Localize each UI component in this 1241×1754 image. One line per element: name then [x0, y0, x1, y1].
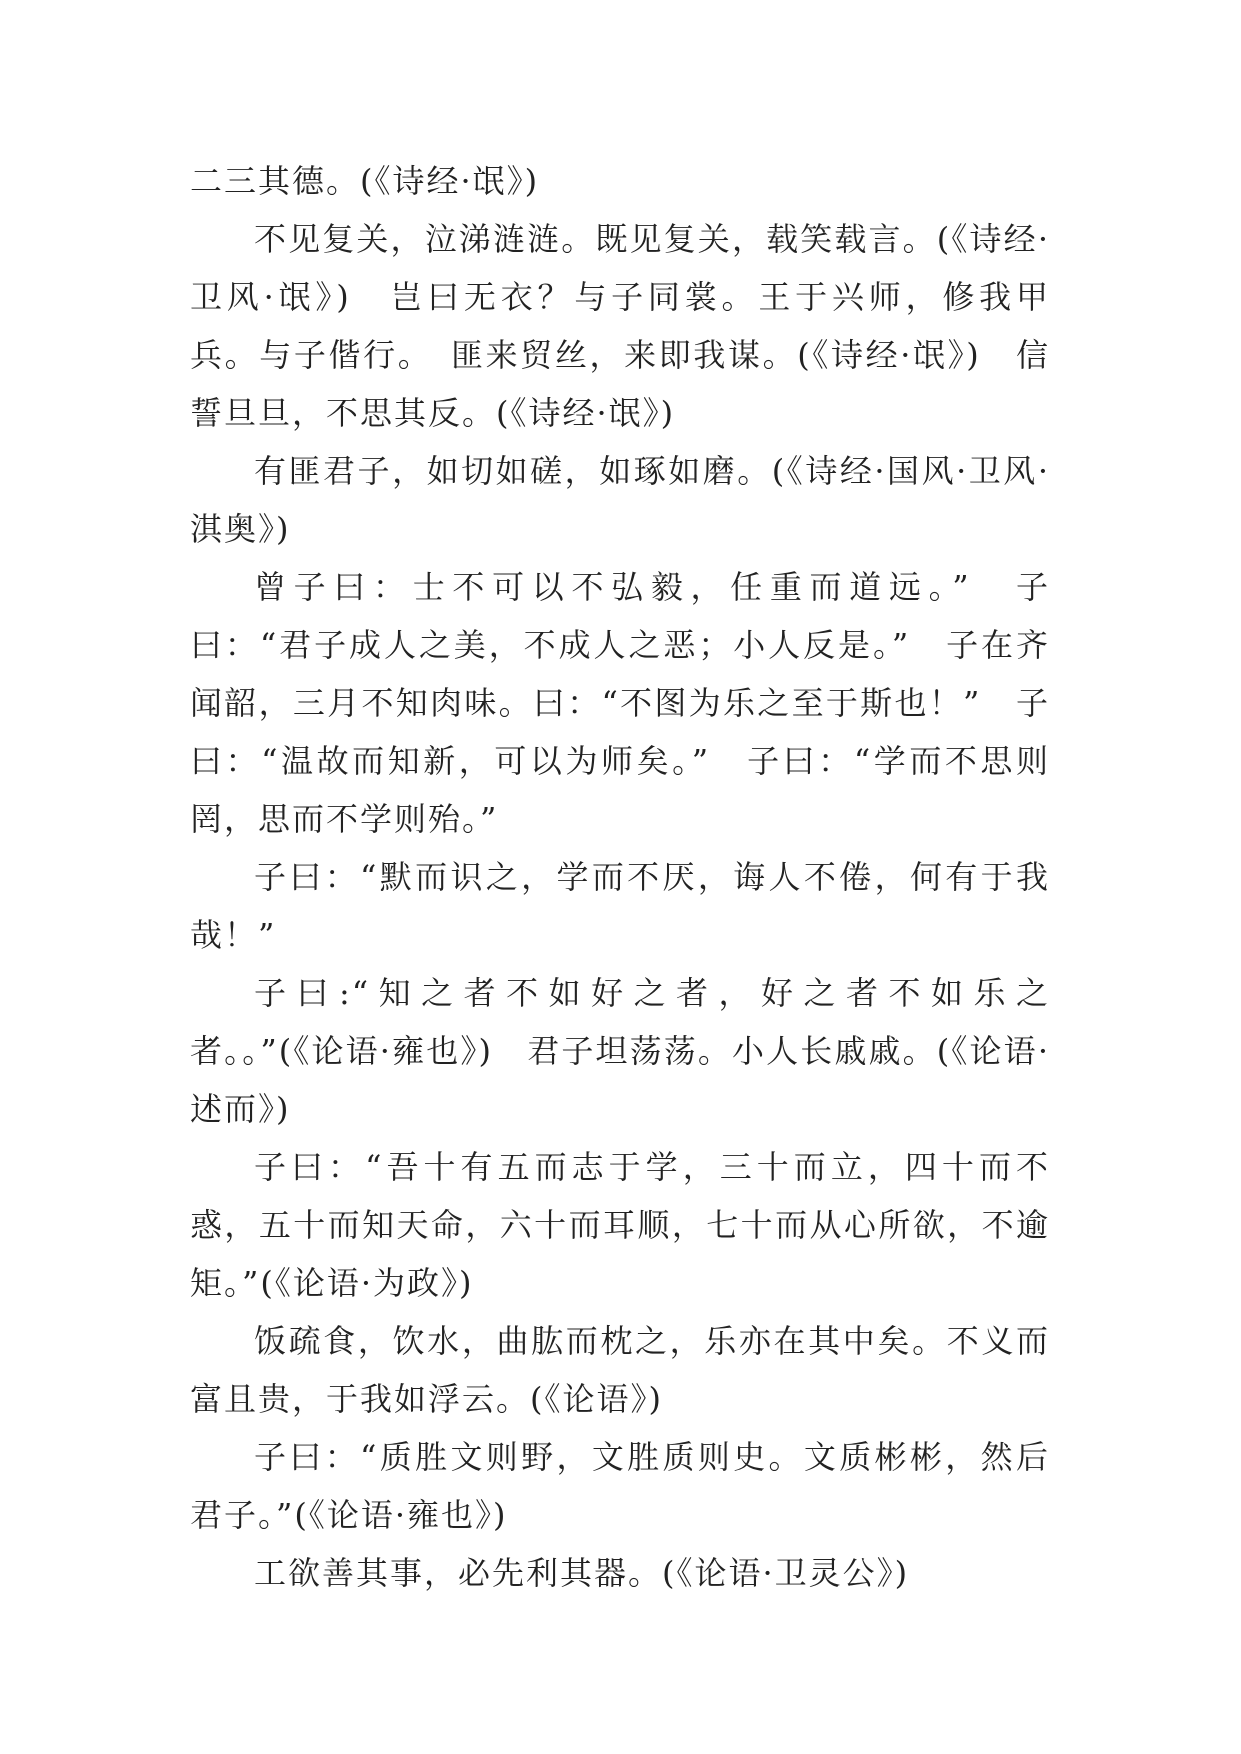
paragraph-7: 子曰：“吾十有五而志于学，三十而立，四十而不惑，五十而知天命，六十而耳顺，七十而从心所欲，不逾矩。”(《论语·为政》) [190, 1148, 1050, 1302]
paragraph-8: 饭疏食，饮水，曲肱而枕之，乐亦在其中矣。不义而富且贵，于我如浮云。(《论语》) [190, 1322, 1050, 1418]
paragraph-10: 工欲善其事，必先利其器。(《论语·卫灵公》) [254, 1554, 910, 1592]
paragraph-9: 子曰：“质胜文则野，文胜质则史。文质彬彬，然后君子。”(《论语·雍也》) [190, 1438, 1050, 1534]
paragraph-3: 有匪君子，如切如磋，如琢如磨。(《诗经·国风·卫风·淇奥》) [190, 452, 1050, 548]
paragraph-2: 不见复关，泣涕涟涟。既见复关，载笑载言。(《诗经·卫风·氓》) 岂曰无衣？与子同裳。王于兴师，修我甲兵。与子偕行。 匪来贸丝，来即我谋。(《诗经·氓》) 信誓旦旦，不思其反。(《诗经·氓》) [190, 220, 1050, 432]
paragraph-4: 曾子曰：士不可以不弘毅，任重而道远。” 子曰：“君子成人之美，不成人之恶；小人反是。” 子在齐闻韶，三月不知肉味。曰：“不图为乐之至于斯也！” 子曰：“温故而知新，可以为师矣。” 子曰：“学而不思则罔，思而不学则殆。” [190, 568, 1050, 838]
paragraph-1: 二三其德。(《诗经·氓》) [190, 162, 540, 200]
document-body [190, 152, 1050, 1602]
paragraph-5: 子曰：“默而识之，学而不厌，诲人不倦，何有于我哉！” [190, 858, 1050, 954]
paragraph-6: 子曰:“知之者不如好之者，好之者不如乐之者。。”(《论语·雍也》) 君子坦荡荡。小人长戚戚。(《论语·述而》) [190, 974, 1050, 1128]
